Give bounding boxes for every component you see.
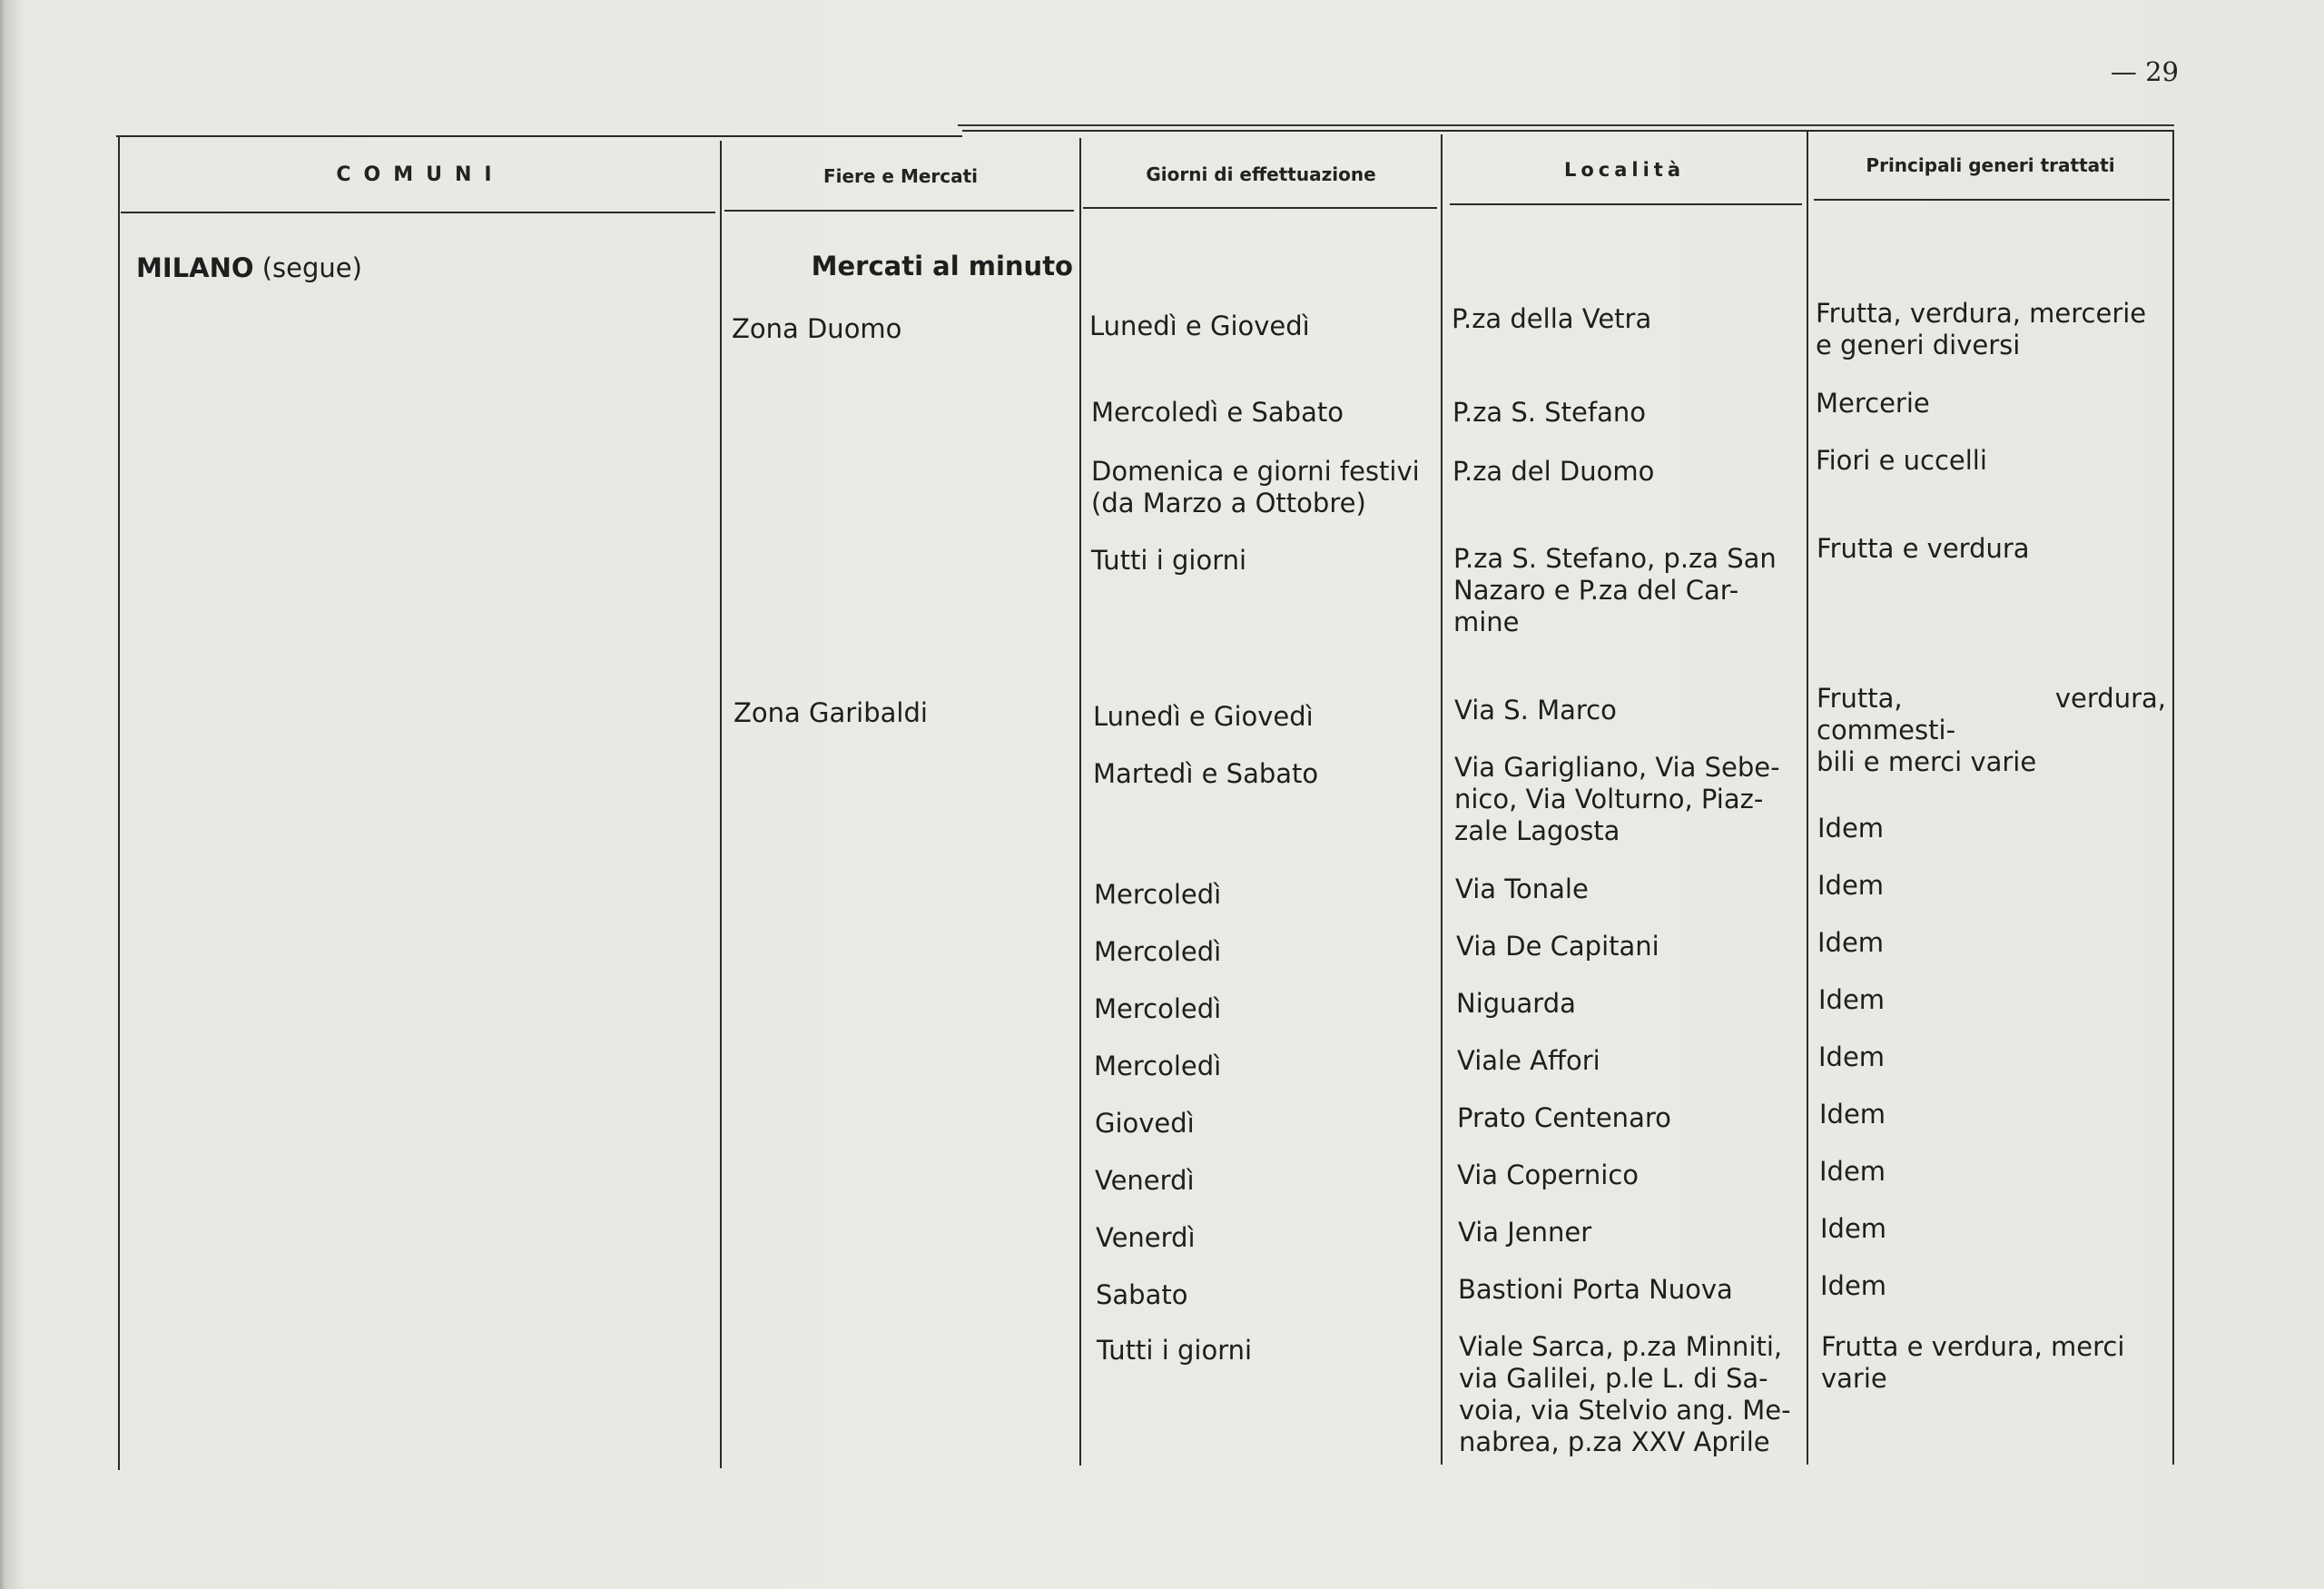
table-top-rule [116, 135, 962, 137]
giorni-cell: Lunedì e Giovedì [1089, 311, 1310, 341]
giorni-cell: Tutti i giorni [1097, 1335, 1253, 1366]
header-generi: Principali generi trattati [1866, 154, 2115, 176]
localita-cell [1459, 1331, 1804, 1458]
generi-cell: Fiori e uccelli [1816, 445, 1987, 476]
generi-cell [1816, 298, 2164, 361]
column-rule [1807, 132, 1808, 1465]
generi-line: e generi diversi [1816, 330, 2021, 360]
localita-cell: Via Jenner [1458, 1217, 1592, 1248]
localita-cell: Via Copernico [1457, 1160, 1640, 1190]
header-bottom-rule [1083, 207, 1437, 209]
comune-note: (segue) [261, 252, 362, 283]
localita-cell: Viale Affori [1457, 1045, 1600, 1076]
generi-line: bili e merci varie [1817, 746, 2037, 777]
column-rule-right [2172, 130, 2174, 1465]
localita-cell: Bastioni Porta Nuova [1458, 1274, 1733, 1305]
giorni-cell: Mercoledì [1094, 1051, 1222, 1081]
giorni-cell [1091, 456, 1432, 519]
table-top-rule-right [962, 130, 2174, 132]
column-rule-left [118, 135, 120, 1470]
localita-cell: P.za S. Stefano [1452, 397, 1646, 428]
generi-cell: Idem [1819, 1156, 1886, 1187]
generi-line: Frutta, verdura, mercerie [1816, 298, 2147, 329]
comune-bold: MILANO [136, 252, 254, 283]
generi-cell: Idem [1818, 984, 1886, 1015]
generi-cell [1817, 683, 2166, 778]
header-bottom-rule [724, 210, 1074, 212]
section-title: Mercati al minuto [811, 251, 1073, 281]
localita-line: nico, Via Volturno, Piaz- [1454, 784, 1764, 814]
page-number: — 29 [2110, 56, 2179, 87]
giorni-cell: Martedì e Sabato [1093, 758, 1319, 789]
comune-name [136, 252, 362, 284]
localita-line: P.za S. Stefano, p.za San [1453, 543, 1777, 574]
generi-cell: Frutta e verdura [1817, 533, 2030, 564]
localita-cell: Prato Centenaro [1457, 1102, 1671, 1133]
generi-line: varie [1821, 1363, 1887, 1394]
localita-cell [1453, 543, 1797, 638]
column-rule [720, 141, 722, 1468]
localita-line: voia, via Stelvio ang. Me- [1459, 1395, 1791, 1426]
giorni-line: (da Marzo a Ottobre) [1091, 488, 1366, 518]
header-bottom-rule [121, 212, 715, 213]
localita-cell: Niguarda [1456, 988, 1576, 1019]
column-rule [1441, 134, 1443, 1465]
giorni-cell: Lunedì e Giovedì [1093, 701, 1314, 732]
table-top-rule-short [958, 124, 2174, 126]
localita-cell: Via De Capitani [1456, 931, 1659, 962]
header-bottom-rule [1450, 203, 1802, 205]
generi-cell: Idem [1818, 1041, 1886, 1072]
generi-cell: Idem [1820, 1213, 1887, 1244]
localita-line: Nazaro e P.za del Car- [1453, 575, 1739, 606]
column-rule [1079, 138, 1081, 1466]
generi-cell: Idem [1817, 927, 1885, 958]
localita-cell: P.za della Vetra [1452, 303, 1652, 334]
generi-line: Frutta e verdura, merci [1821, 1331, 2125, 1362]
header-bottom-rule [1814, 199, 2170, 201]
generi-cell: Idem [1819, 1099, 1886, 1130]
giorni-cell: Sabato [1096, 1279, 1188, 1310]
localita-cell: P.za del Duomo [1452, 456, 1655, 487]
generi-cell [1821, 1331, 2175, 1395]
giorni-line: Domenica e giorni festivi [1091, 456, 1420, 487]
giorni-cell: Tutti i giorni [1091, 545, 1247, 576]
header-localita: Località [1563, 159, 1686, 181]
localita-cell: Via S. Marco [1454, 695, 1617, 725]
generi-line: Frutta, verdura, commesti- [1817, 683, 2166, 745]
generi-cell: Idem [1817, 813, 1885, 844]
giorni-cell: Mercoledì [1094, 879, 1222, 910]
localita-line: nabrea, p.za XXV Aprile [1459, 1426, 1770, 1457]
localita-line: Viale Sarca, p.za Minniti, [1459, 1331, 1783, 1362]
localita-line: zale Lagosta [1454, 815, 1620, 846]
localita-line: mine [1453, 607, 1520, 637]
localita-line: via Galilei, p.le L. di Sa- [1459, 1363, 1768, 1394]
localita-cell: Via Tonale [1455, 873, 1589, 904]
giorni-cell: Giovedì [1095, 1108, 1195, 1139]
giorni-cell: Venerdì [1095, 1165, 1195, 1196]
zone-label: Zona Garibaldi [734, 697, 928, 728]
generi-cell: Mercerie [1816, 388, 1930, 419]
header-giorni: Giorni di effettuazione [1146, 163, 1376, 185]
header-comuni: COMUNI [336, 163, 505, 186]
zone-label: Zona Duomo [732, 313, 902, 344]
localita-line: Via Garigliano, Via Sebe- [1454, 752, 1780, 783]
giorni-cell: Venerdì [1096, 1222, 1196, 1253]
generi-cell: Idem [1817, 870, 1885, 901]
header-fiere-mercati: Fiere e Mercati [822, 165, 979, 187]
generi-cell: Idem [1820, 1270, 1887, 1301]
giorni-cell: Mercoledì e Sabato [1091, 397, 1344, 428]
localita-cell [1454, 752, 1797, 847]
giorni-cell: Mercoledì [1094, 936, 1222, 967]
giorni-cell: Mercoledì [1094, 993, 1222, 1024]
